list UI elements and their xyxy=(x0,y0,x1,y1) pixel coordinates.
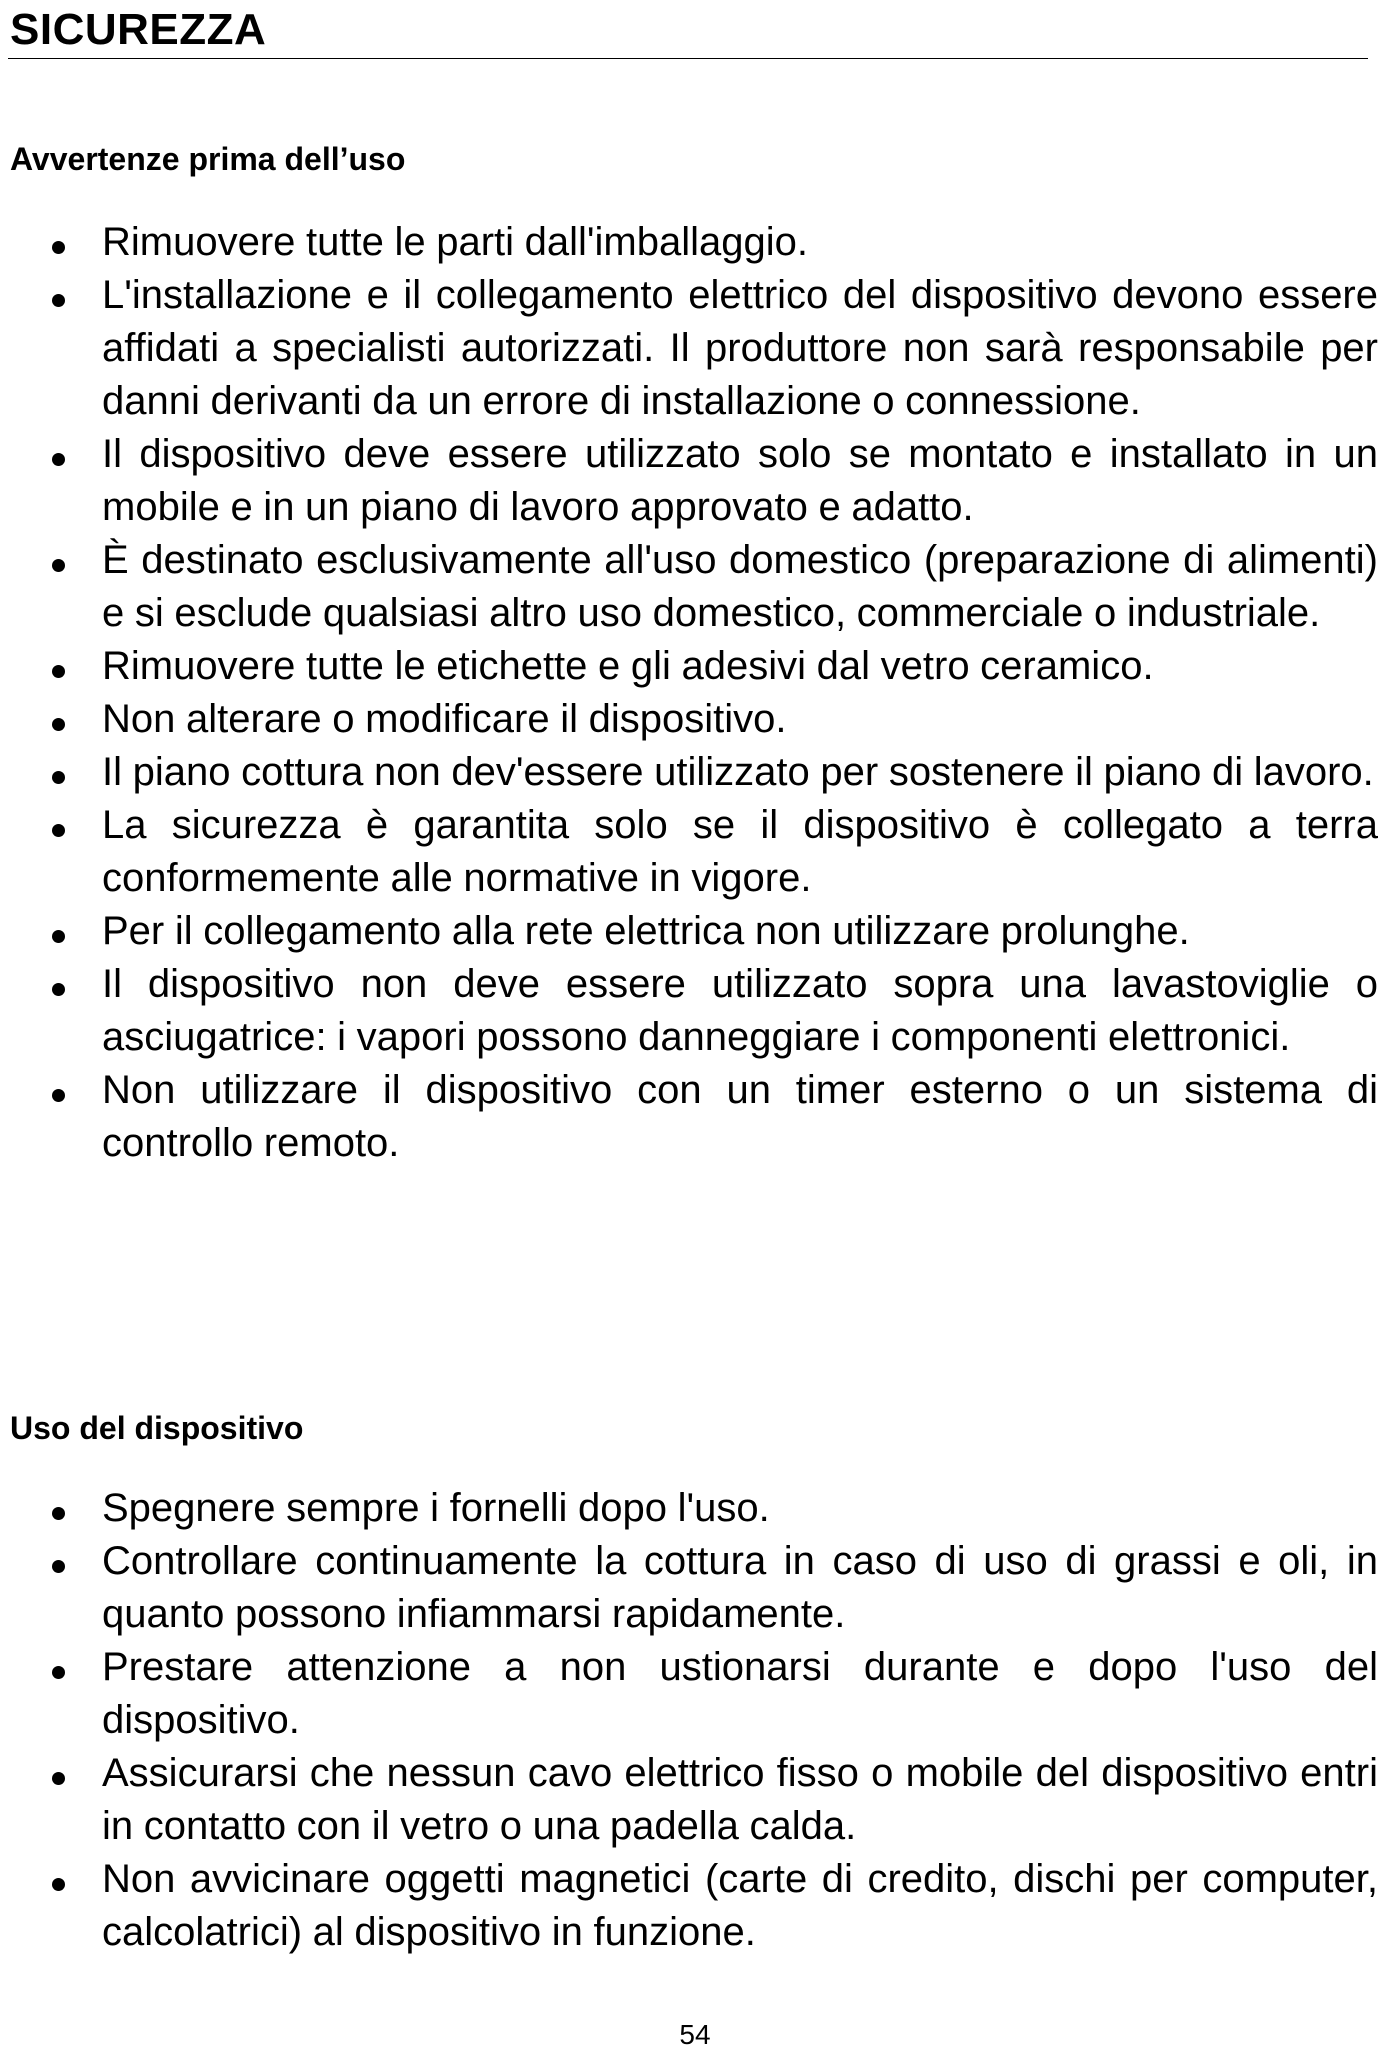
list-item xyxy=(0,640,1390,693)
list-item-text: La sicurezza è garantita solo se il dispositivo è collegato a terra conformemente alle normative in vigore. xyxy=(102,803,1378,900)
page-title: SICUREZZA xyxy=(10,5,267,54)
list-item xyxy=(0,905,1390,958)
list-item-text: Per il collegamento alla rete elettrica non utilizzare prolunghe. xyxy=(102,909,1190,953)
list-item xyxy=(0,428,1390,534)
bullet-icon xyxy=(52,453,65,466)
list-item-text: Prestare attenzione a non ustionarsi durante e dopo l'uso del dispositivo. xyxy=(102,1645,1378,1742)
bullet-icon xyxy=(52,665,65,678)
list-item xyxy=(0,746,1390,799)
list-item xyxy=(0,958,1390,1064)
section-heading-uso: Uso del dispositivo xyxy=(10,1410,304,1446)
list-item-text: Non utilizzare il dispositivo con un timer esterno o un sistema di controllo remoto. xyxy=(102,1068,1378,1165)
bullet-icon xyxy=(52,983,65,996)
list-item xyxy=(0,534,1390,640)
list-item xyxy=(0,799,1390,905)
list-item-text: Spegnere sempre i fornelli dopo l'uso. xyxy=(102,1486,770,1530)
bullet-list-uso xyxy=(0,1482,1390,1959)
bullet-icon xyxy=(52,1666,65,1679)
list-item-text: Il piano cottura non dev'essere utilizzato per sostenere il piano di lavoro. xyxy=(102,750,1374,794)
list-item-text: Rimuovere tutte le parti dall'imballaggio. xyxy=(102,220,808,264)
section-heading-avvertenze: Avvertenze prima dell’uso xyxy=(10,141,406,177)
list-item-text: Il dispositivo deve essere utilizzato solo se montato e installato in un mobile e in un piano di lavoro approvato e adatto. xyxy=(102,432,1378,529)
bullet-icon xyxy=(52,771,65,784)
list-item-text: Assicurarsi che nessun cavo elettrico fisso o mobile del dispositivo entri in contatto con il vetro o una padella calda. xyxy=(102,1751,1378,1848)
bullet-icon xyxy=(52,930,65,943)
list-item xyxy=(0,1747,1390,1853)
bullet-icon xyxy=(52,1560,65,1573)
list-item xyxy=(0,1641,1390,1747)
bullet-icon xyxy=(52,1772,65,1785)
list-item xyxy=(0,1535,1390,1641)
bullet-icon xyxy=(52,1089,65,1102)
list-item xyxy=(0,1853,1390,1959)
bullet-icon xyxy=(52,1507,65,1520)
bullet-icon xyxy=(52,718,65,731)
list-item-text: Non alterare o modificare il dispositivo. xyxy=(102,697,787,741)
list-item-text: È destinato esclusivamente all'uso domestico (preparazione di alimenti) e si esclude qualsiasi altro uso domestico, commerciale o industriale. xyxy=(102,538,1378,635)
list-item xyxy=(0,216,1390,269)
list-item-text: Controllare continuamente la cottura in caso di uso di grassi e oli, in quanto possono infiammarsi rapidamente. xyxy=(102,1539,1378,1636)
list-item xyxy=(0,1064,1390,1170)
list-item-text: Non avvicinare oggetti magnetici (carte di credito, dischi per computer, calcolatrici) al dispositivo in funzione. xyxy=(102,1857,1378,1954)
list-item xyxy=(0,269,1390,428)
page-number: 54 xyxy=(679,2019,711,2050)
bullet-icon xyxy=(52,1878,65,1891)
bullet-list-avvertenze xyxy=(0,216,1390,1170)
bullet-icon xyxy=(52,294,65,307)
list-item-text: Il dispositivo non deve essere utilizzato sopra una lavastoviglie o asciugatrice: i vapori possono danneggiare i componenti elettronici. xyxy=(102,962,1378,1059)
bullet-icon xyxy=(52,559,65,572)
list-item xyxy=(0,693,1390,746)
list-item xyxy=(0,1482,1390,1535)
bullet-icon xyxy=(52,241,65,254)
bullet-icon xyxy=(52,824,65,837)
list-item-text: Rimuovere tutte le etichette e gli adesivi dal vetro ceramico. xyxy=(102,644,1154,688)
title-divider xyxy=(8,58,1368,59)
list-item-text: L'installazione e il collegamento elettrico del dispositivo devono essere affidati a specialisti autorizzati. Il produttore non sarà responsabile per danni derivanti da un errore di installazione o connessione. xyxy=(102,273,1378,423)
